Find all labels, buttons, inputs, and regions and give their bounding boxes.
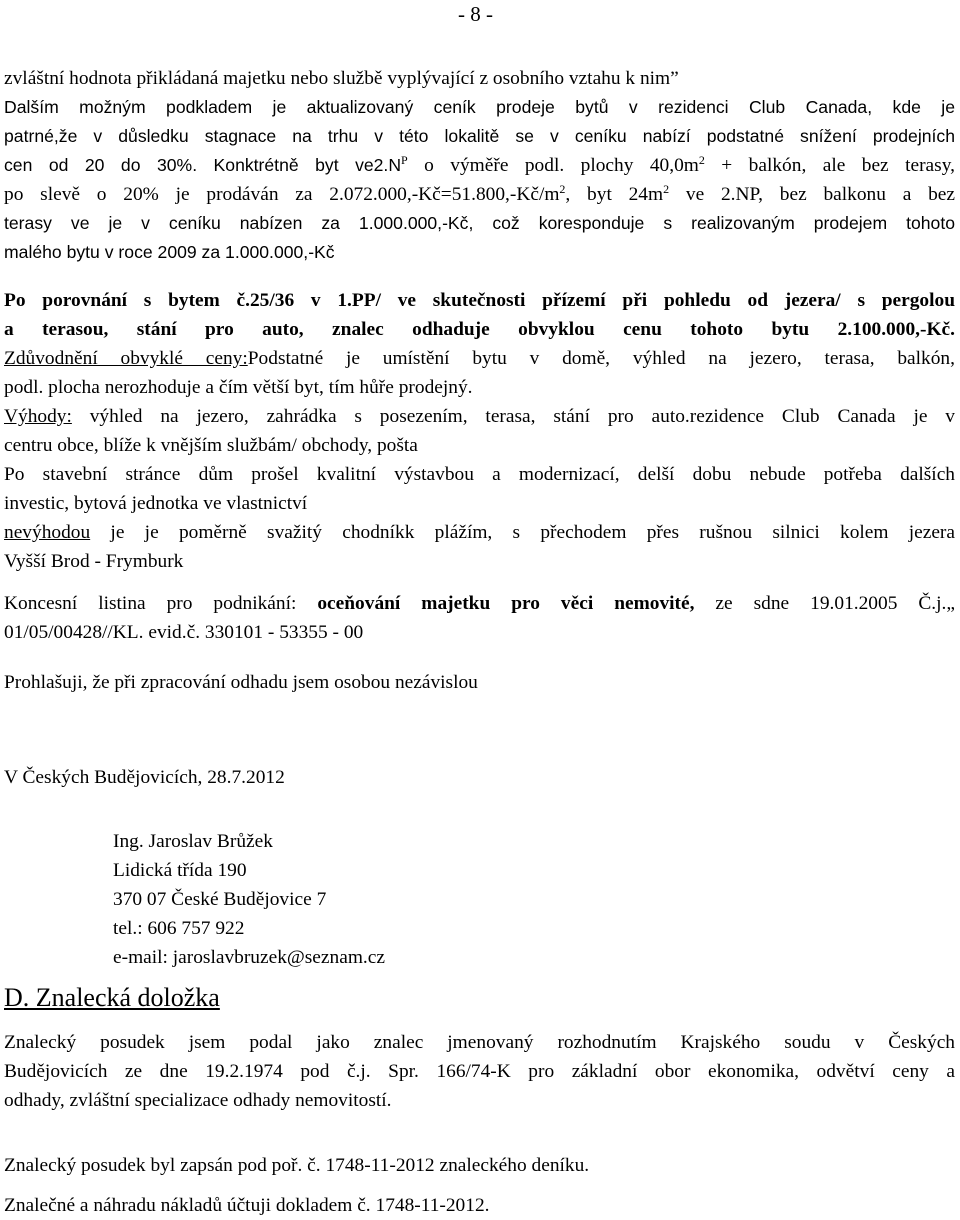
intro-text: o výměře podl. plochy 40,0m [407,155,699,176]
declaration [4,668,955,697]
license-prefix: Koncesní listina pro podnikání: [4,593,318,614]
diary-text: Znalecký posudek byl zapsán pod poř. č. 1748-11-2012 znaleckého deníku. [4,1155,590,1176]
signature-email: e-mail: jaroslavbruzek@seznam.cz [113,947,385,968]
fee-note [4,1191,955,1220]
signature-street: Lidická třída 190 [113,860,247,881]
comparison-paragraph [4,286,955,576]
comparison-bold-line: a terasou, stání pro auto, znalec odhaduje obvyklou cenu tohoto bytu 2.100.000,-Kč. [4,319,955,340]
disadvantages-line [4,518,955,547]
superscript: 2 [559,182,566,196]
intro-line: zvláštní hodnota přikládaná majetku nebo službě vyplývající z osobního vztahu k nim” [4,68,679,89]
superscript: 2 [698,153,705,167]
construction-line: investic, bytová jednotka ve vlastnictví [4,493,308,514]
justification-line [4,344,955,373]
disadvantages-text: je je poměrně svažitý chodníkk plážím, s přechodem přes rušnou silnici kolem jezera [90,522,955,543]
license-line [4,589,955,618]
declaration-text: Prohlašuji, že při zpracování odhadu jsem osobou nezávislou [4,672,478,693]
justification-text: Podstatné je umístění bytu v domě, výhled na jezero, terasa, balkón, [247,348,955,369]
clause-line: odhady, zvláštní specializace odhady nemovitostí. [4,1090,392,1111]
intro-text: , byt 24m [565,184,664,205]
signature-phone: tel.: 606 757 922 [113,918,245,939]
license-suffix: ze sdne 19.01.2005 Č.j.„ [694,593,956,614]
intro-line: terasy ve je v ceníku nabízen za 1.000.000,-Kč, což koresponduje s realizovaným prodejem tohoto [4,213,955,233]
advantages-text: výhled na jezero, zahrádka s posezením, terasa, stání pro auto. [71,406,690,427]
comparison-bold-line: Po porovnání s bytem č.25/36 v 1.PP/ ve skutečnosti přízemí při pohledu od jezera/ s pergolou [4,290,955,311]
signature-block [113,827,385,972]
intro-line: Dalším možným podkladem je aktualizovaný ceník prodeje bytů v rezidenci Club Canada, kde je [4,97,955,117]
diary-note [4,1151,955,1180]
signature-name: Ing. Jaroslav Brůžek [113,831,273,852]
intro-paragraph [4,64,955,267]
section-heading: D. Znalecká doložka [4,983,220,1012]
license-line: 01/05/00428//KL. evid.č. 330101 - 53355 - 00 [4,622,364,643]
page-number: - 8 - [458,2,493,26]
justification-line: podl. plocha nerozhoduje a čím větší byt, tím hůře prodejný. [4,377,473,398]
intro-text: ve 2.NP, bez balkonu a bez [669,184,956,205]
superscript: P [401,153,408,167]
clause-line: Znalecký posudek jsem podal jako znalec jmenovaný rozhodnutím Krajského soudu v Českých [4,1032,955,1053]
license-bold: oceňování majetku pro věci nemovité, [317,593,695,614]
place-date-text: V Českých Budějovicích, 28.7.2012 [4,767,285,788]
construction-line: Po stavební stránce dům prošel kvalitní výstavbou a modernizací, delší dobu nebude potřeba dalších [4,464,955,485]
intro-line [4,180,955,209]
advantages-label: Výhody: [4,406,72,427]
clause-line: Budějovicích ze dne 19.2.1974 pod č.j. Spr. 166/74-K pro základní obor ekonomika, odvětví ceny a [4,1061,955,1082]
disadvantages-label: nevýhodou [4,522,91,543]
place-date [4,763,955,792]
advantages-text: rezidence Club Canada je v [689,406,955,427]
clause-paragraph [4,1028,955,1115]
intro-line: patrné,že v důsledku stagnace na trhu v této lokalitě se v ceníku nabízí podstatné snížení prodejních [4,126,955,146]
intro-text: + balkón, ale bez terasy, [704,155,955,176]
intro-line: malého bytu v roce 2009 za 1.000.000,-Kč [4,242,335,262]
fee-text: Znalečné a náhradu nákladů účtuji dokladem č. 1748-11-2012. [4,1195,490,1216]
intro-line [4,151,955,180]
disadvantages-line: Vyšší Brod - Frymburk [4,551,184,572]
advantages-line: centru obce, blíže k vnějším službám/ obchody, pošta [4,435,418,456]
license-paragraph [4,589,955,647]
advantages-line [4,402,955,431]
justification-label: Zdůvodnění obvyklé ceny: [4,348,248,369]
superscript: 2 [663,182,670,196]
intro-text: po slevě o 20% je prodáván za 2.072.000,-Kč=51.800,-Kč/m [4,184,560,205]
signature-city: 370 07 České Budějovice 7 [113,889,327,910]
intro-text: cen od 20 do 30%. Konktrétně byt ve2.N [4,155,402,175]
